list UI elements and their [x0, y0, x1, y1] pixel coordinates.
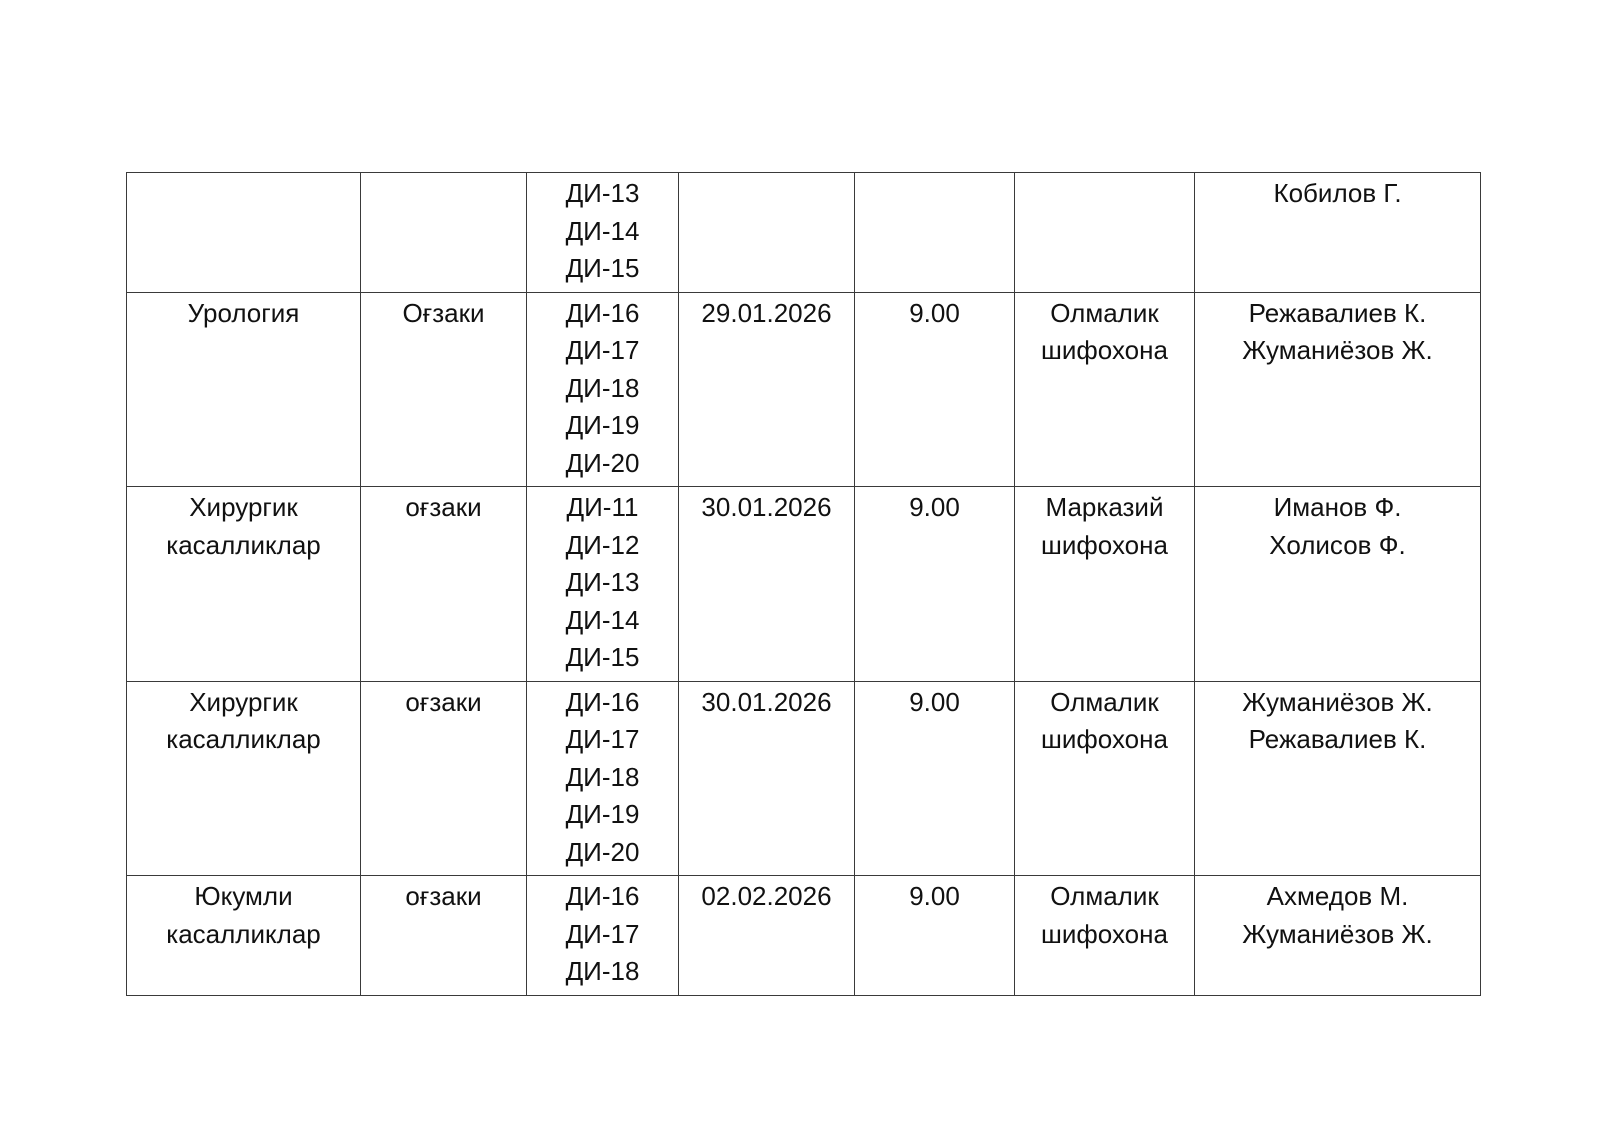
- examiners-cell: [1195, 292, 1481, 487]
- subject-cell-line: касалликлар: [166, 918, 321, 949]
- time-cell: [855, 487, 1015, 682]
- exam-form-cell: [361, 876, 527, 996]
- examiners-cell-line: Жуманиёзов Ж.: [1242, 686, 1433, 717]
- groups-cell-line: ДИ-15: [565, 253, 640, 283]
- time-cell: [855, 681, 1015, 876]
- subject-cell: [127, 681, 361, 876]
- subject-cell: [127, 292, 361, 487]
- time-cell: [855, 173, 1015, 293]
- groups-cell-line: ДИ-19: [565, 410, 640, 440]
- groups-cell-line: ДИ-12: [565, 529, 640, 560]
- date-cell: [679, 681, 855, 876]
- table-row: [127, 681, 1481, 876]
- table-row: [127, 292, 1481, 487]
- subject-cell: [127, 487, 361, 682]
- examiners-cell: [1195, 173, 1481, 293]
- date-cell-text: 30.01.2026: [701, 492, 832, 522]
- time-cell-text: 9.00: [909, 881, 960, 911]
- exam-form-cell-text: Оғзаки: [402, 297, 485, 328]
- time-cell: [855, 876, 1015, 996]
- examiners-cell-line: Жуманиёзов Ж.: [1242, 918, 1433, 949]
- place-cell: [1015, 173, 1195, 293]
- examiners-cell: [1195, 487, 1481, 682]
- examiners-cell: [1195, 876, 1481, 996]
- subject-cell: [127, 876, 361, 996]
- groups-cell-line: ДИ-14: [565, 604, 640, 635]
- groups-cell-line: ДИ-17: [565, 724, 640, 754]
- groups-cell-line: ДИ-16: [565, 686, 640, 717]
- groups-cell-line: ДИ-18: [565, 956, 640, 986]
- date-cell: [679, 173, 855, 293]
- groups-cell-line: ДИ-20: [565, 836, 640, 867]
- groups-cell-line: ДИ-20: [565, 447, 640, 478]
- groups-cell-line: ДИ-11: [566, 492, 639, 522]
- groups-cell: [527, 292, 679, 487]
- date-cell-text: 30.01.2026: [701, 686, 832, 717]
- examiners-cell: [1195, 681, 1481, 876]
- exam-schedule-table: [126, 172, 1481, 996]
- examiners-cell-line: Режавалиев К.: [1248, 297, 1427, 328]
- subject-cell-line: Урология: [187, 297, 300, 328]
- place-cell-line: Олмалик: [1050, 297, 1159, 328]
- groups-cell-line: ДИ-16: [565, 297, 640, 328]
- exam-form-cell-text: оғзаки: [405, 492, 482, 522]
- date-cell: [679, 876, 855, 996]
- examiners-cell-line: Режавалиев К.: [1248, 724, 1427, 754]
- place-cell: [1015, 487, 1195, 682]
- place-cell-line: Олмалик: [1050, 686, 1159, 717]
- table-body: [127, 173, 1481, 996]
- groups-cell-line: ДИ-18: [565, 372, 640, 403]
- exam-form-cell-text: оғзаки: [405, 686, 482, 717]
- date-cell-text: 29.01.2026: [701, 297, 832, 328]
- date-cell-text: 02.02.2026: [701, 881, 832, 911]
- place-cell-line: шифохона: [1041, 529, 1168, 560]
- table-row: [127, 876, 1481, 996]
- groups-cell: [527, 681, 679, 876]
- groups-cell-line: ДИ-17: [565, 918, 640, 949]
- time-cell-text: 9.00: [909, 686, 960, 717]
- place-cell-line: Марказий: [1045, 492, 1164, 522]
- groups-cell-line: ДИ-13: [565, 178, 640, 208]
- place-cell-line: шифохона: [1041, 918, 1168, 949]
- exam-form-cell: [361, 487, 527, 682]
- place-cell: [1015, 292, 1195, 487]
- date-cell: [679, 487, 855, 682]
- groups-cell-line: ДИ-18: [565, 761, 640, 792]
- subject-cell-line: Хирургик: [189, 686, 298, 717]
- groups-cell-line: ДИ-16: [565, 881, 640, 911]
- groups-cell: [527, 173, 679, 293]
- groups-cell-line: ДИ-19: [565, 799, 640, 829]
- examiners-cell-line: Холисов Ф.: [1269, 529, 1406, 560]
- groups-cell-line: ДИ-13: [565, 567, 640, 597]
- exam-form-cell: [361, 173, 527, 293]
- exam-form-cell-text: оғзаки: [405, 881, 482, 911]
- place-cell: [1015, 876, 1195, 996]
- subject-cell-line: касалликлар: [166, 529, 321, 560]
- groups-cell: [527, 487, 679, 682]
- examiners-cell-line: Жуманиёзов Ж.: [1242, 335, 1433, 365]
- examiners-cell-line: Иманов Ф.: [1273, 492, 1402, 522]
- subject-cell-line: касалликлар: [166, 724, 321, 754]
- place-cell-line: шифохона: [1041, 724, 1168, 754]
- date-cell: [679, 292, 855, 487]
- examiners-cell-line: Кобилов Г.: [1273, 178, 1402, 208]
- subject-cell: [127, 173, 361, 293]
- time-cell-text: 9.00: [909, 492, 960, 522]
- subject-cell-line: Юкумли: [194, 881, 293, 911]
- place-cell-line: шифохона: [1041, 335, 1168, 365]
- groups-cell: [527, 876, 679, 996]
- time-cell-text: 9.00: [909, 297, 960, 328]
- table-row: [127, 487, 1481, 682]
- place-cell: [1015, 681, 1195, 876]
- groups-cell-line: ДИ-15: [565, 642, 640, 672]
- subject-cell-line: Хирургик: [189, 492, 298, 522]
- groups-cell-line: ДИ-17: [565, 335, 640, 365]
- time-cell: [855, 292, 1015, 487]
- exam-form-cell: [361, 292, 527, 487]
- examiners-cell-line: Ахмедов М.: [1266, 881, 1409, 911]
- place-cell-line: Олмалик: [1050, 881, 1159, 911]
- groups-cell-line: ДИ-14: [565, 215, 640, 246]
- table-row: [127, 173, 1481, 293]
- exam-form-cell: [361, 681, 527, 876]
